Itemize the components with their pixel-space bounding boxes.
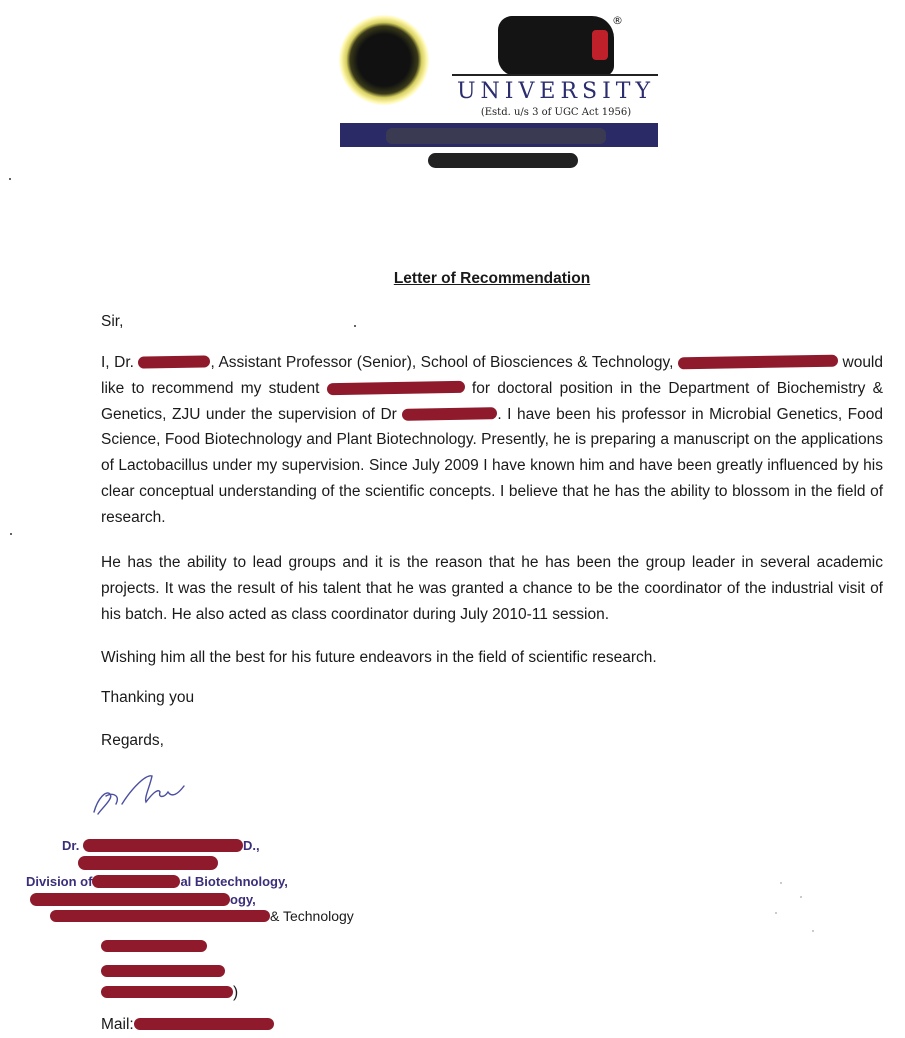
paragraph-text: . I have been his professor in Microbial Genetics, Food Science, Food Biotechnology and Plant Biotechnology. Presently, he is preparing a manuscript on the applications of Lactobacillus under my supervision. Since July 2009 I have known him and have been greatly influenced by his clear conceptual understanding of the scientific concepts. I believe that he has the ability to blossom in the field of research. — [101, 405, 883, 526]
redacted-website — [428, 153, 578, 168]
redacted-university — [101, 940, 207, 952]
establishment-note: (Estd. u/s 3 of UGC Act 1956) — [480, 107, 632, 118]
redacted-address — [386, 128, 606, 144]
phone-paren: ) — [233, 984, 239, 1001]
mail-label: Mail: — [101, 1016, 134, 1033]
letterhead-rule — [452, 74, 658, 76]
university-name: UNIVERSITY — [457, 79, 655, 104]
stamp-text: ogy, — [230, 892, 256, 907]
salutation: Sir, — [101, 313, 124, 330]
mail-line — [101, 1012, 274, 1038]
redacted-location — [678, 355, 838, 370]
redacted-student-name — [327, 381, 465, 395]
scan-speck — [10, 533, 12, 535]
paragraph-text: would like to recommend my student — [101, 354, 883, 397]
paragraph-text: I, Dr. — [101, 354, 139, 371]
phone-line — [101, 980, 238, 1006]
registered-mark: ® — [612, 14, 623, 27]
scan-speck — [800, 896, 802, 898]
redacted-email — [134, 1018, 274, 1030]
stamp-text: al Biotechnology, — [180, 874, 288, 889]
redacted-school — [30, 893, 230, 906]
redacted-supervisor-name — [402, 407, 497, 421]
paragraph-leadership: He has the ability to lead groups and it is the reason that he has been the group leader in several academic projects. It was the result of his talent that he was granted a chance to be the coordinator of the industrial visit of his batch. He also acted as class coordinator during July 2010-11 session. — [101, 554, 883, 623]
scan-speck — [775, 912, 777, 914]
scan-speck — [780, 882, 782, 884]
stamp-text: Dr. — [62, 838, 83, 853]
paragraph-text: for doctoral position in the Department of Biochemistry & Genetics, ZJU under the supervision of Dr — [101, 379, 883, 423]
closing-regards: Regards, — [101, 732, 164, 749]
paragraph-introduction — [101, 350, 883, 531]
redacted-university-address — [50, 910, 270, 922]
redacted-division — [92, 875, 180, 888]
scan-speck — [354, 325, 356, 327]
letter-title: Letter of Recommendation — [393, 270, 591, 287]
paragraph-wishes: Wishing him all the best for his future endeavors in the field of scientific research. — [101, 649, 657, 666]
university-logo-emblem — [338, 14, 430, 106]
redacted-city-pin — [101, 965, 225, 977]
stamp-school-line — [30, 892, 256, 907]
handwritten-signature — [88, 768, 198, 820]
redacted-phone — [101, 986, 233, 998]
stamp-text: & Technology — [270, 908, 354, 924]
stamp-text: Division of — [26, 874, 93, 889]
paragraph-text: , Assistant Professor (Senior), School of Biosciences & Technology, — [210, 354, 678, 371]
stamp-name-line — [62, 838, 260, 853]
redacted-designation — [78, 856, 218, 870]
scan-speck — [9, 178, 11, 180]
redacted-signatory-name — [83, 839, 243, 852]
closing-thanks: Thanking you — [101, 689, 195, 706]
stamp-text: D., — [242, 838, 260, 853]
redacted-logo-accent — [592, 30, 608, 60]
stamp-technology-line — [50, 906, 354, 926]
stamp-division-line — [26, 874, 288, 889]
scan-speck — [812, 930, 814, 932]
redacted-name — [138, 355, 210, 368]
